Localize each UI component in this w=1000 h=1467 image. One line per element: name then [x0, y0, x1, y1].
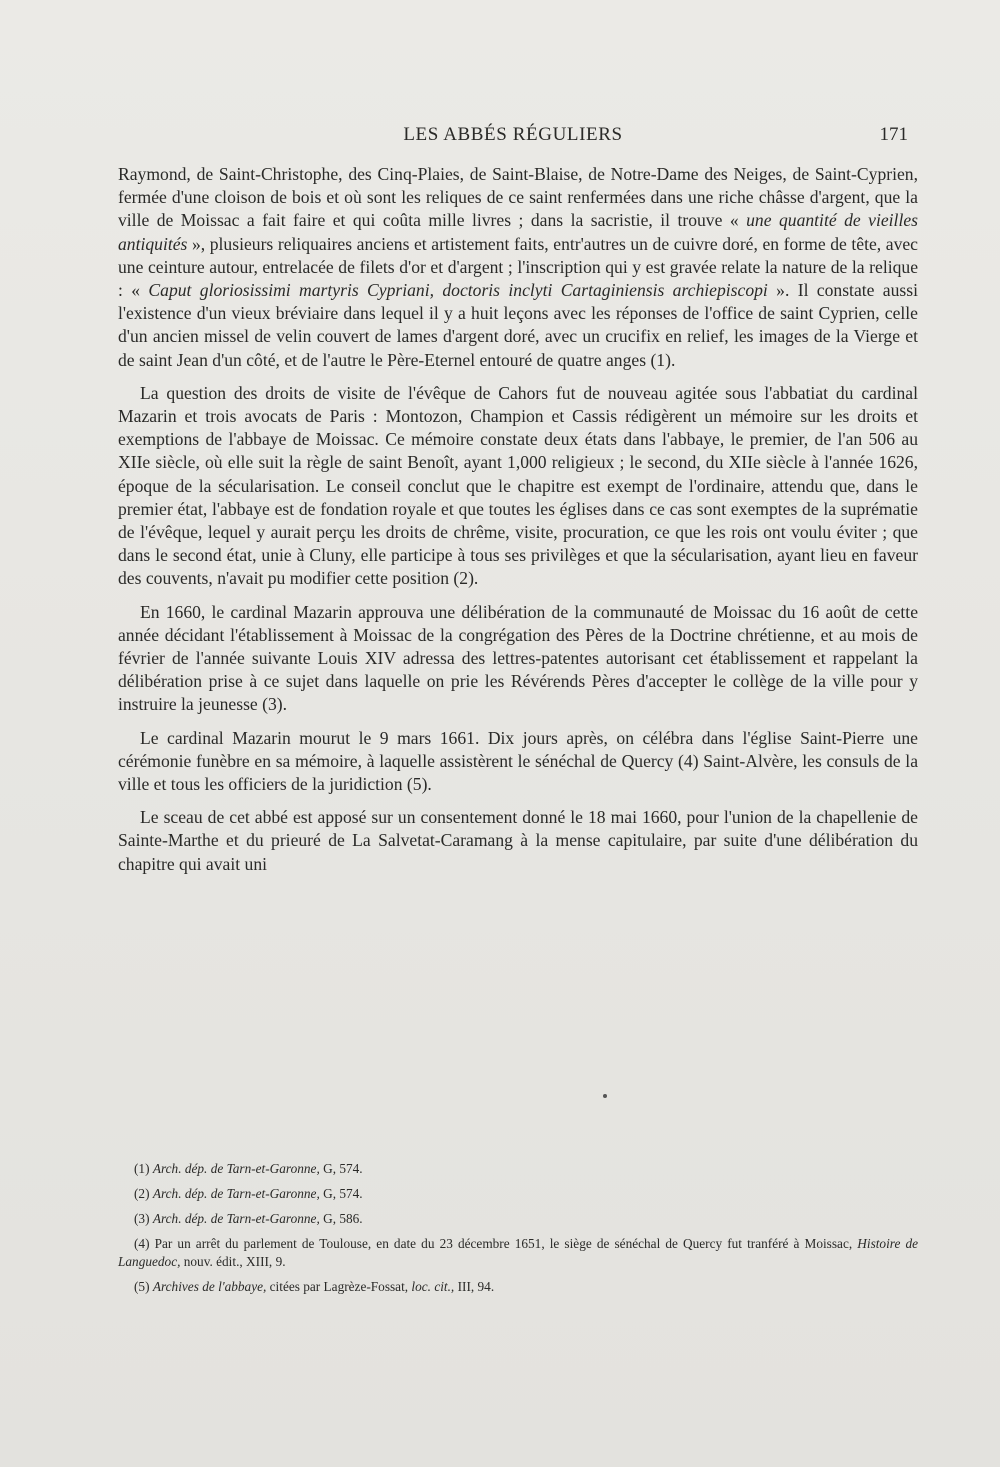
- italic-text: Caput gloriosissimi martyris Cypriani, doctoris inclyti Cartaginiensis archiepiscopi: [148, 280, 768, 301]
- text-run: En 1660, le cardinal Mazarin approuva une délibération de la communauté de Moissac du 16 août de cette année décidant l'établissement à Moissac de la congrégation des Pères de la Doctrine chrétienne, et au mois de février de l'année suivante Louis XIV adressa des lettres-patentes autorisant cet établissement et rappelant la délibération prise à ce sujet dans laquelle on prie les Révérends Pères d'accepter le collège de la ville pour y instruire la jeunesse (3).: [118, 601, 918, 715]
- italic-text: Archives de l'abbaye,: [152, 1278, 267, 1294]
- footnote: [118, 1185, 918, 1203]
- footnote: [118, 1278, 918, 1296]
- text-run: (1): [134, 1161, 153, 1176]
- text-run: (3): [134, 1211, 153, 1227]
- italic-text: une quantité de vieilles antiquités: [118, 210, 918, 254]
- running-title: LES ABBÉS RÉGULIERS: [403, 124, 623, 145]
- text-run: (4) Par un arrêt du parlement de Toulouse, en date du 23 décembre 1651, le siège de sénéchal de Quercy fut tranféré à Moissac,: [134, 1236, 858, 1252]
- text-run: La question des droits de visite de l'évêque de Cahors fut de nouveau agitée sous l'abbatiat du cardinal Mazarin et trois avocats de Paris : Montozon, Champion et Cassis rédigèrent un mémoire sur les droits et exemptions de l'abbaye de Moissac. Ce mémoire constate deux états dans l'abbaye, le premier, de l'an 506 au XIIe siècle, où elle suit la règle de saint Benoît, ayant 1,000 religieux ; le second, du XIIe siècle à l'année 1626, époque de la sécularisation. Le conseil conclut que le chapitre est exempt de l'ordinaire, attendu que, dans le premier état, l'abbaye est de fondation royale et que toutes les églises dans ce cas sont exemptes de la suprématie de l'évêque, lequel y aurait perçu les droits de chrême, visite, procuration, ce que les rois ont voulu éviter ; que dans le second état, unie à Cluny, elle participe à tous ses privilèges et que la sécularisation, ayant lieu en faveur des couvents, n'avait pu modifier cette position (2).: [118, 382, 918, 589]
- ink-dot: [603, 1094, 607, 1098]
- text-run: Raymond, de Saint-Christophe, des Cinq-Plaies, de Saint-Blaise, de Notre-Dame des Neiges, de Saint-Cyprien, fermée d'une cloison de bois et où sont les reliques de ce saint renfermées dans une riche châsse d'argent, que la ville de Moissac a fait faire et qui coûta mille livres ; dans la sacristie, il trouve «: [118, 164, 918, 231]
- text-run: », plusieurs reliquaires anciens et artistement faits, entr'autres un de cuivre doré, en forme de tête, avec une ceinture autour, entrelacée de filets d'or et d'argent ; l'inscription qui y est gravée relate la nature de la relique : «: [118, 233, 918, 301]
- italic-text: Arch. dép. de Tarn-et-Garonne,: [152, 1186, 320, 1202]
- footnotes: [118, 1160, 918, 1303]
- text-run: G, 586.: [319, 1211, 363, 1227]
- running-header: [118, 122, 908, 150]
- text-run: (2): [134, 1186, 153, 1202]
- page-number: 171: [879, 124, 908, 145]
- text-run: nouv. édit., XIII, 9.: [180, 1253, 286, 1269]
- text-run: G, 574.: [319, 1161, 363, 1176]
- paragraph: [118, 163, 918, 372]
- footnote: [118, 1160, 918, 1178]
- italic-text: Histoire de Languedoc,: [118, 1236, 919, 1269]
- italic-text: Arch. dép. de Tarn-et-Garonne,: [152, 1211, 320, 1227]
- paragraph: [118, 601, 918, 717]
- italic-text: Arch. dép. de Tarn-et-Garonne,: [152, 1161, 320, 1176]
- text-run: G, 574.: [319, 1186, 363, 1202]
- paragraph: [118, 727, 918, 797]
- footnote: [118, 1210, 918, 1228]
- paragraph: [118, 382, 918, 591]
- footnote: [118, 1235, 918, 1270]
- text-run: III, 94.: [454, 1278, 495, 1294]
- text-run: Le cardinal Mazarin mourut le 9 mars 1661. Dix jours après, on célébra dans l'église Saint-Pierre une cérémonie funèbre en sa mémoire, à laquelle assistèrent le sénéchal de Quercy (4) Saint-Alvère, les consuls de la ville et tous les officiers de la juridiction (5).: [118, 727, 918, 795]
- text-run: Le sceau de cet abbé est apposé sur un consentement donné le 18 mai 1660, pour l'union de la chapellenie de Sainte-Marthe et du prieuré de La Salvetat-Caramang à la mense capitulaire, par suite d'une délibération du chapitre qui avait uni: [118, 807, 918, 874]
- text-run: ». Il constate aussi l'existence d'un vieux bréviaire dans lequel il y a huit leçons avec les réponses de l'office de saint Cyprien, celle d'un ancien missel de velin couvert de lames d'argent doré, avec un crucifix en relief, les images de la Vierge et de saint Jean d'un côté, et de l'autre le Père-Eternel entouré de quatre anges (1).: [118, 280, 918, 370]
- body-text: [118, 163, 918, 886]
- paragraph: [118, 806, 918, 876]
- text-run: citées par Lagrèze-Fossat,: [266, 1278, 412, 1294]
- text-run: (5): [134, 1278, 153, 1294]
- italic-text: loc. cit.,: [411, 1278, 455, 1294]
